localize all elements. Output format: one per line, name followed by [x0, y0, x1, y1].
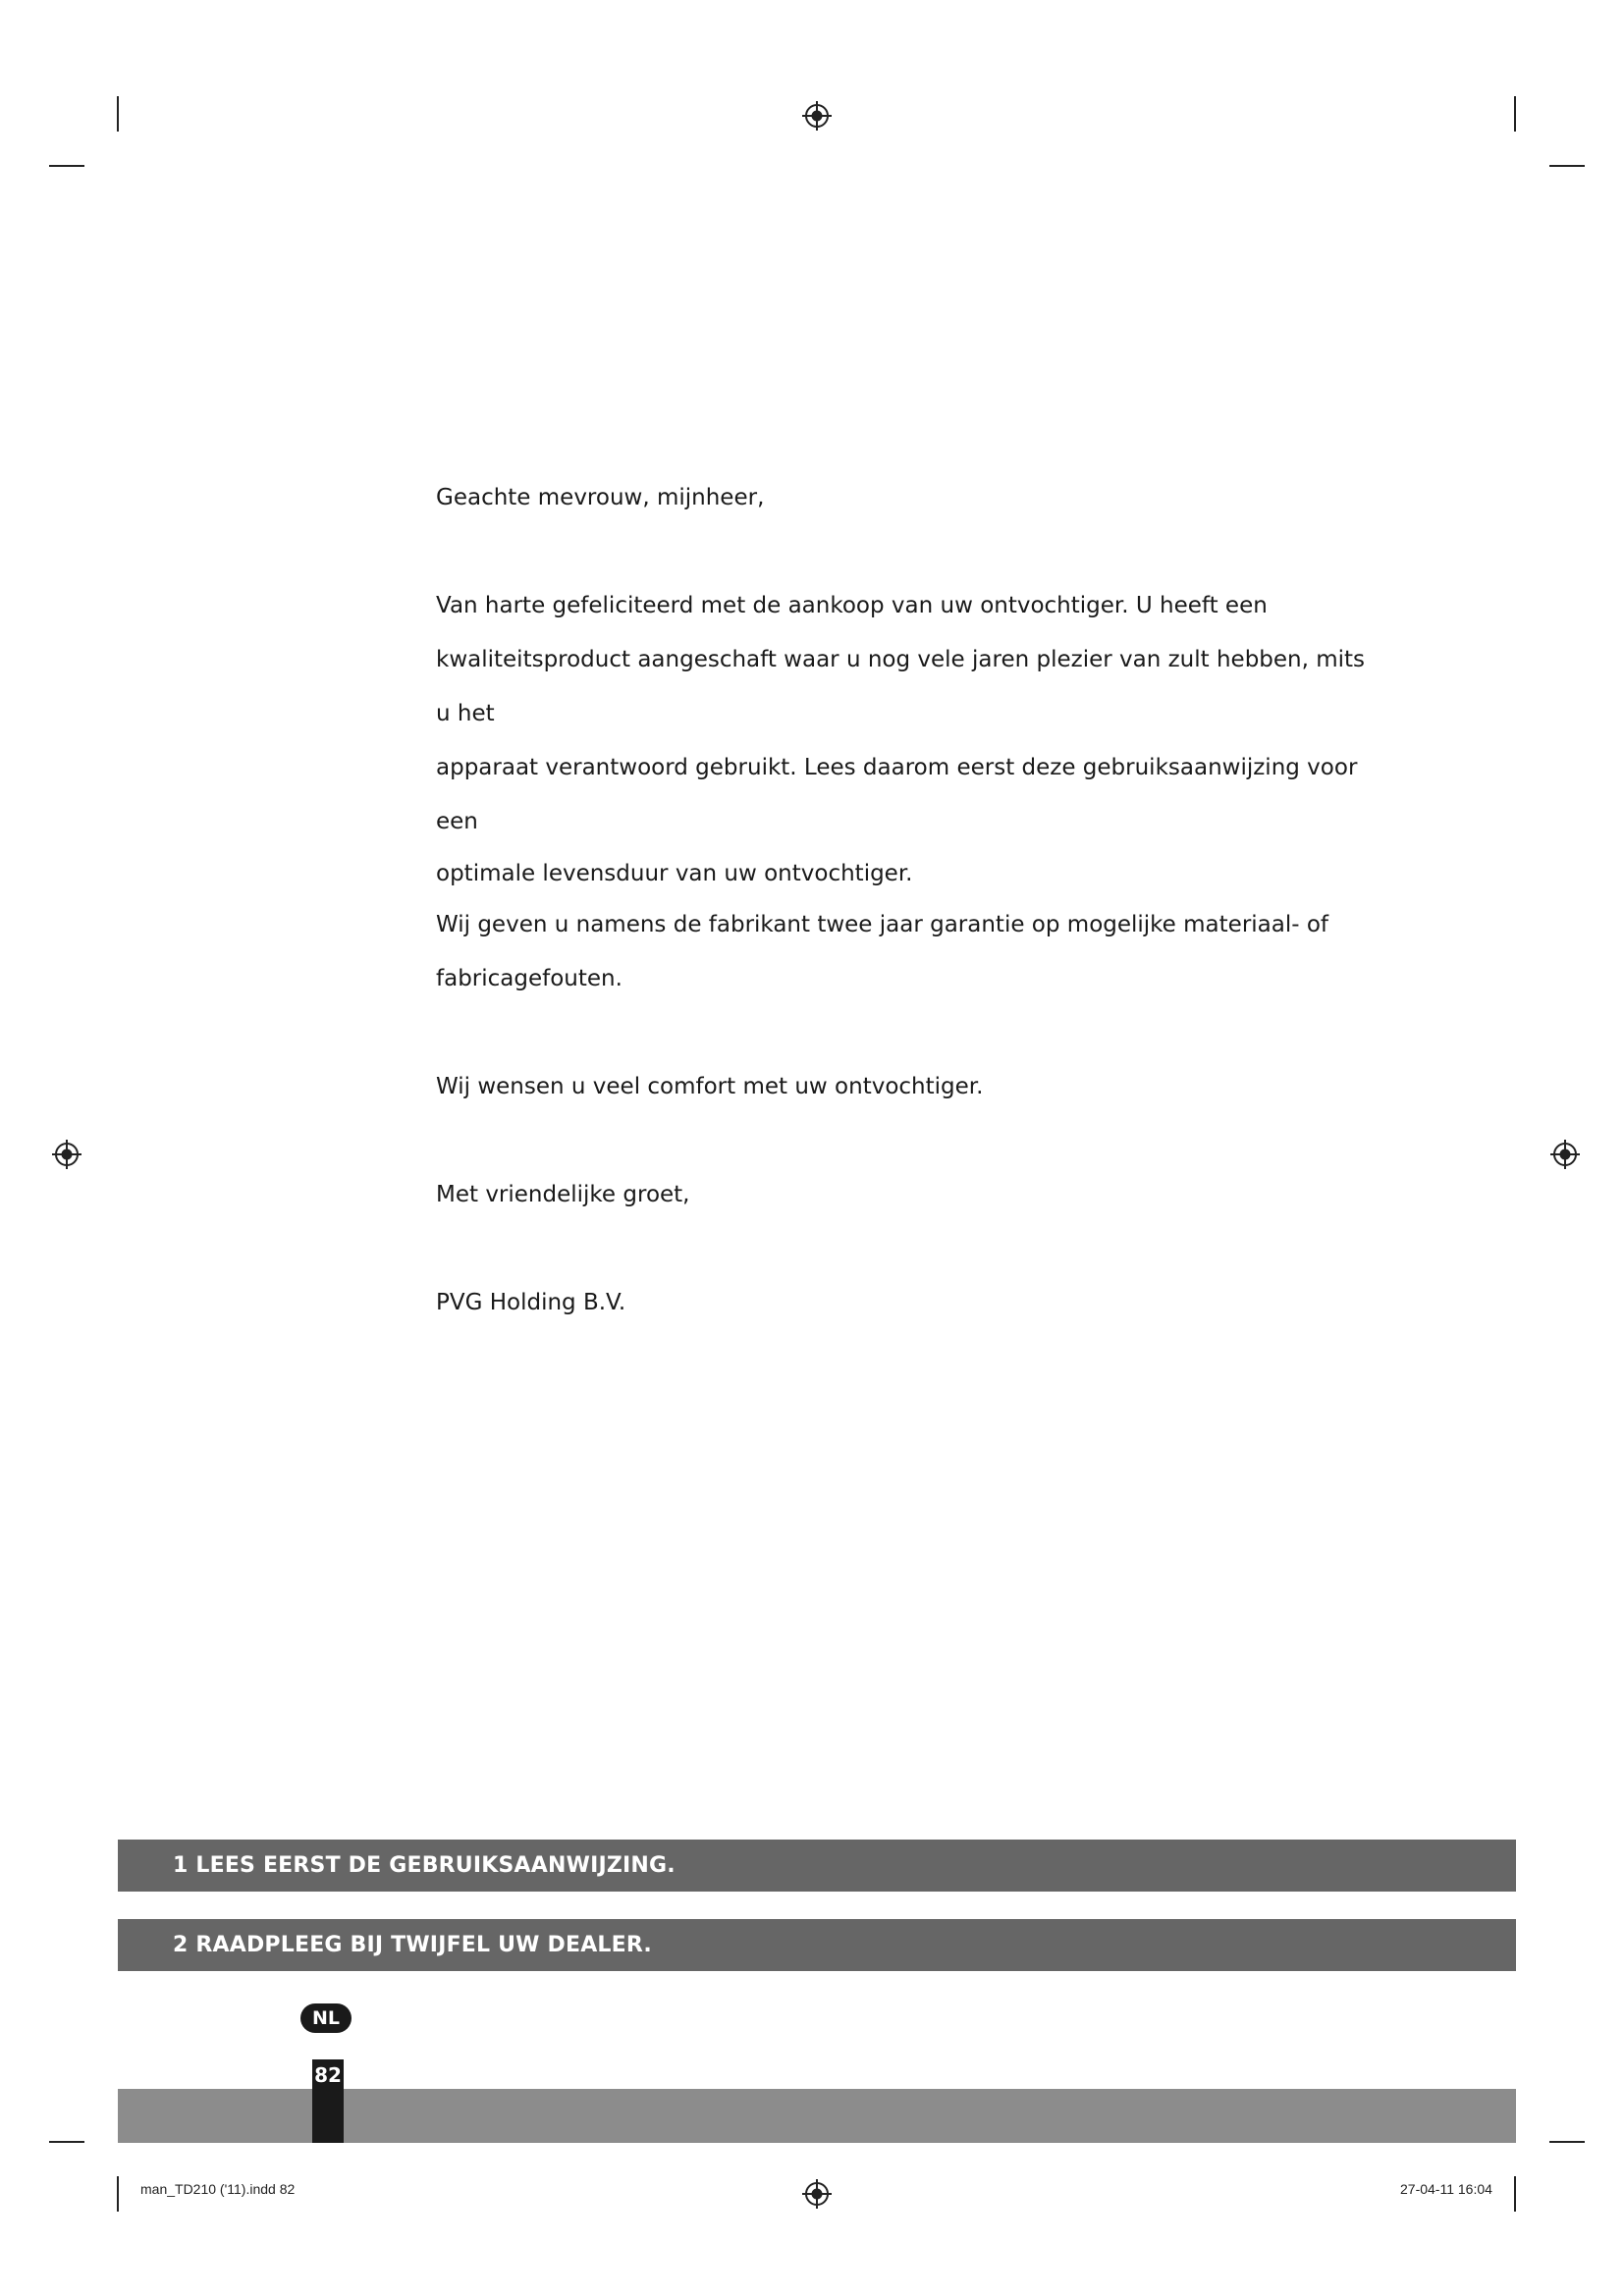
crop-mark-bottom-right — [1514, 2176, 1516, 2212]
registration-mark-left-icon — [51, 1139, 82, 1170]
slug-date: 27-04-11 16:04 — [1400, 2181, 1492, 2197]
registration-mark-top-icon — [801, 100, 833, 132]
signature-line: PVG Holding B.V. — [436, 1290, 626, 1315]
page-number: 82 — [312, 2059, 344, 2143]
wish-line: Wij wensen u veel comfort met uw ontvochtiger. — [436, 1074, 984, 1099]
paragraph2-line2: fabricagefouten. — [436, 966, 623, 991]
paragraph1-line1: Van harte gefeliciteerd met de aankoop van uw ontvochtiger. U heeft een — [436, 593, 1268, 618]
paragraph1-line4: optimale levensduur van uw ontvochtiger. — [436, 861, 913, 886]
crop-mark-top-right-h — [1549, 165, 1585, 167]
crop-mark-bottom-left — [117, 2176, 119, 2212]
crop-mark-bottom-left-h — [49, 2141, 84, 2143]
crop-mark-top-left — [117, 96, 119, 132]
crop-mark-top-left-h — [49, 165, 84, 167]
closing-line: Met vriendelijke groet, — [436, 1182, 690, 1207]
registration-mark-bottom-icon — [801, 2178, 833, 2210]
paragraph2-line1: Wij geven u namens de fabrikant twee jaar garantie op mogelijke materiaal- of — [436, 912, 1329, 937]
instruction-bar-2: 2 RAADPLEEG BIJ TWIJFEL UW DEALER. — [118, 1919, 1516, 1971]
slug-file: man_TD210 ('11).indd 82 — [140, 2181, 296, 2197]
salutation: Geachte mevrouw, mijnheer, — [436, 485, 765, 510]
crop-mark-top-right — [1514, 96, 1516, 132]
paragraph1-line2: kwaliteitsproduct aangeschaft waar u nog vele jaren plezier van zult hebben, mits u het — [436, 647, 1366, 726]
registration-mark-right-icon — [1549, 1139, 1581, 1170]
language-badge: NL — [300, 2003, 352, 2033]
paragraph1-line3: apparaat verantwoord gebruikt. Lees daarom eerst deze gebruiksaanwijzing voor een — [436, 755, 1358, 834]
instruction-bar-1: 1 LEES EERST DE GEBRUIKSAANWIJZING. — [118, 1840, 1516, 1892]
letter-body — [436, 471, 1379, 1330]
crop-mark-bottom-right-h — [1549, 2141, 1585, 2143]
